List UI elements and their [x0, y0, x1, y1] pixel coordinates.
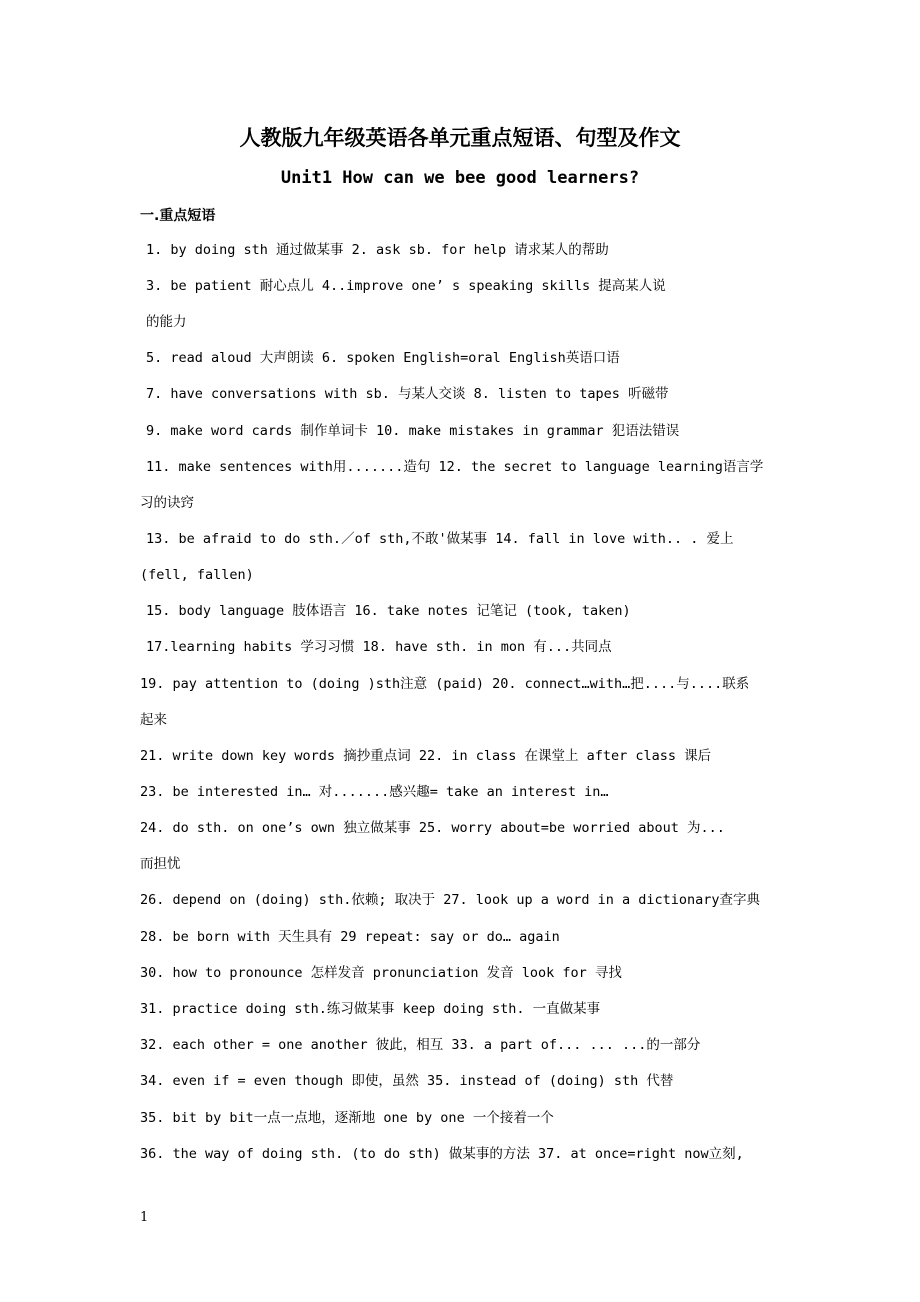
phrase-line: 1. by doing sth 通过做某事 2. ask sb. for help 请求某人的帮助 [146, 242, 609, 258]
phrase-line: 35. bit by bit一点一点地，逐渐地 one by one 一个接着一个 [140, 1110, 554, 1126]
phrase-line: 23. be interested in… 对.......感兴趣= take an interest in… [140, 784, 609, 800]
unit-title: Unit1 How can we bee good learners? [280, 168, 640, 188]
document-title: 人教版九年级英语各单元重点短语、句型及作文 [239, 125, 681, 150]
phrase-line: (fell, fallen) [140, 567, 254, 583]
phrase-line: 34. even if = even though 即使，虽然 35. instead of (doing) sth 代替 [140, 1073, 674, 1089]
phrase-line: 而担忧 [140, 856, 181, 872]
phrase-line: 3. be patient 耐心点儿 4..improve one’ s speaking skills 提高某人说 [146, 278, 666, 294]
phrase-line: 30. how to pronounce 怎样发音 pronunciation 发音 look for 寻找 [140, 965, 622, 981]
phrase-line: 的能力 [146, 314, 187, 330]
phrase-line: 21. write down key words 摘抄重点词 22. in class 在课堂上 after class 课后 [140, 748, 712, 764]
phrase-line: 24. do sth. on one’s own 独立做某事 25. worry about=be worried about 为... [140, 820, 725, 836]
phrase-line: 9. make word cards 制作单词卡 10. make mistakes in grammar 犯语法错误 [146, 423, 680, 439]
phrase-line: 32. each other = one another 彼此，相互 33. a part of... ... ...的一部分 [140, 1037, 701, 1053]
phrase-line: 起来 [140, 712, 167, 728]
phrase-line: 36. the way of doing sth. (to do sth) 做某事的方法 37. at once=right now立刻, [140, 1146, 744, 1162]
phrase-line: 13. be afraid to do sth.／of sth,不敢'做某事 14. fall in love with.. . 爱上 [146, 531, 734, 547]
section-heading: 一.重点短语 [140, 208, 216, 224]
phrase-line: 17.learning habits 学习习惯 18. have sth. in mon 有...共同点 [146, 639, 612, 655]
page-number: 1 [140, 1210, 149, 1225]
phrase-line: 26. depend on (doing) sth.依赖; 取决于 27. look up a word in a dictionary查字典 [140, 892, 761, 908]
phrase-line: 28. be born with 天生具有 29 repeat: say or do… again [140, 929, 560, 945]
phrase-line: 11. make sentences with用.......造句 12. the secret to language learning语言学 [146, 459, 764, 475]
phrase-line: 15. body language 肢体语言 16. take notes 记笔记 (took, taken) [146, 603, 631, 619]
phrase-line: 31. practice doing sth.练习做某事 keep doing sth. 一直做某事 [140, 1001, 601, 1017]
phrase-line: 7. have conversations with sb. 与某人交谈 8. listen to tapes 听磁带 [146, 386, 669, 402]
phrase-line: 习的诀窍 [140, 495, 194, 511]
phrase-line: 5. read aloud 大声朗读 6. spoken English=oral English英语口语 [146, 350, 620, 366]
phrase-line: 19. pay attention to (doing )sth注意 (paid) 20. connect…with…把....与....联系 [140, 676, 750, 692]
